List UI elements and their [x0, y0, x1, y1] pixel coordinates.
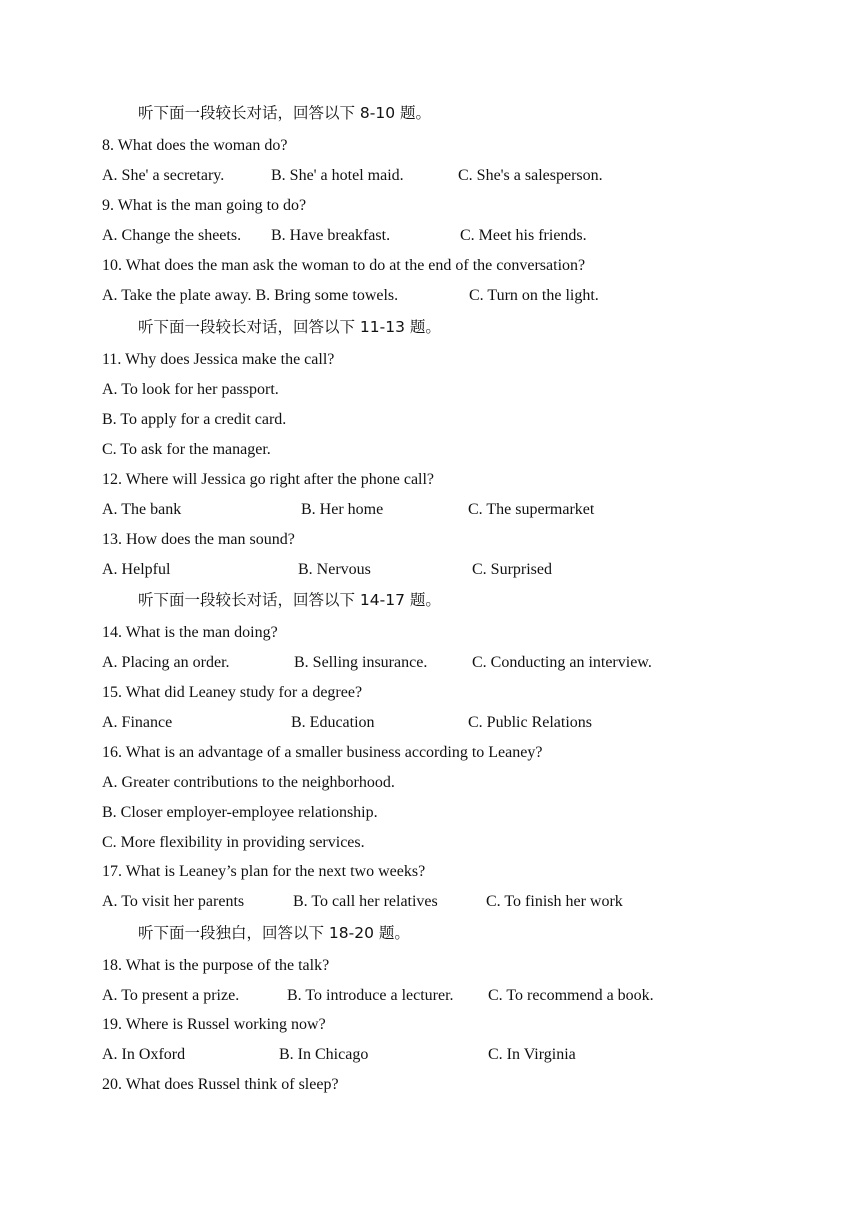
option-c: C. Surprised	[472, 561, 552, 578]
option-b: B. To introduce a lecturer.	[287, 987, 454, 1004]
option-b: B. Have breakfast.	[271, 227, 391, 244]
option-a: A. Change the sheets.	[102, 227, 242, 244]
option-c: C. Turn on the light.	[469, 287, 599, 304]
option-a: A. Helpful	[102, 561, 171, 578]
option-c: C. In Virginia	[488, 1046, 576, 1063]
option-b: B. Her home	[301, 501, 384, 518]
option-a: A. Placing an order.	[102, 654, 230, 671]
option-c: C. Meet his friends.	[460, 227, 587, 244]
option-a: A. In Oxford	[102, 1046, 186, 1063]
option-a: A. To present a prize.	[102, 987, 240, 1004]
option-a: A. Take the plate away. B. Bring some towels.	[102, 287, 399, 304]
option-b: B. To call her relatives	[293, 893, 438, 910]
option-a: A. She' a secretary.	[102, 167, 225, 184]
option-c: C. Public Relations	[468, 714, 592, 731]
option-a: A. Finance	[102, 714, 173, 731]
option-c: C. Conducting an interview.	[472, 654, 652, 671]
option-c: C. To finish her work	[486, 893, 623, 910]
option-b: B. Selling insurance.	[294, 654, 428, 671]
option-b: B. She' a hotel maid.	[271, 167, 404, 184]
option-a: A. To visit her parents	[102, 893, 245, 910]
option-c: C. The supermarket	[468, 501, 595, 518]
option-b: B. In Chicago	[279, 1046, 369, 1063]
option-c: C. She's a salesperson.	[458, 167, 603, 184]
option-b: B. Nervous	[298, 561, 371, 578]
option-b: B. Education	[291, 714, 375, 731]
option-a: A. The bank	[102, 501, 182, 518]
option-c: C. To recommend a book.	[488, 987, 654, 1004]
